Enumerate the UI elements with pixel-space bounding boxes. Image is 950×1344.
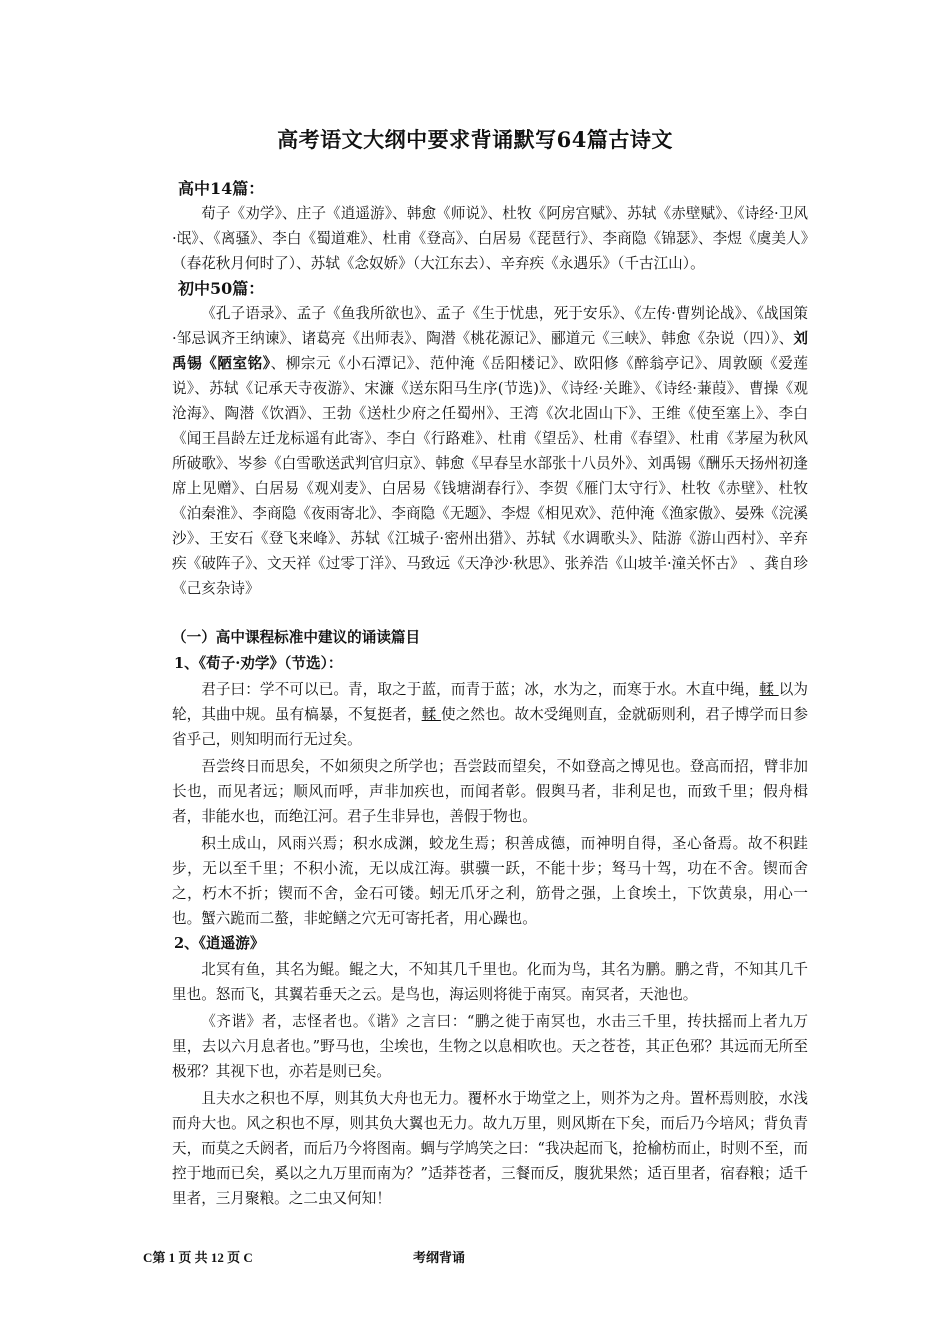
item2-heading: 2、《逍遥游》: [174, 935, 265, 952]
item1-p1-part-c: 使之然也。故木受绳则直，金就砺则利，君子博学而日参省乎己，则知明而行无过矣。: [172, 706, 808, 748]
page-title: 高考语文大纲中要求背诵默写64篇古诗文: [277, 127, 673, 152]
footer-label: 考纲背诵: [413, 1250, 466, 1265]
junior-heading: 初中50篇：: [178, 279, 265, 298]
item2-paragraph-2: 《齐谐》者，志怪者也。《谐》之言曰：“鹏之徙于南冥也，水击三千里，抟扶摇而上者九万里，去以六月息者也。”野马也，尘埃也，生物之以息相吹也。天之苍苍，其正色邪？其远而无所至极邪？其视下也，亦若是则已矣。: [172, 1013, 808, 1080]
item1-p1-part-a: 君子曰：学不可以已。青，取之于蓝，而青于蓝；冰，水为之，而寒于水。木直中绳，: [201, 681, 760, 698]
document-body: [172, 176, 808, 1211]
item2-paragraph-3: 且夫水之积也不厚，则其负大舟也无力。覆杯水于坳堂之上，则芥为之舟。置杯焉则胶，水浅而舟大也。风之积也不厚，则其负大翼也无力。故九万里，则风斯在下矣，而后乃今培风；背负青天，而莫之夭阏者，而后乃今将图南。蜩与学鸠笑之曰：“我决起而飞，抢榆枋而止，时则不至，而控于地而已矣，奚以之九万里而南为？”适莽苍者，三餐而反，腹犹果然；适百里者，宿舂粮；适千里者，三月聚粮。之二虫又何知！: [172, 1090, 808, 1207]
page-footer: [143, 1247, 465, 1266]
senior-list: 荀子《劝学》、庄子《逍遥游》、韩愈《师说》、杜牧《阿房宫赋》、苏轼《赤壁赋》、《诗经·卫风·氓》、《离骚》、李白《蜀道难》、杜甫《登高》、白居易《琵琶行》、李商隐《锦瑟》、李煜《虞美人》（春花秋月何时了）、苏轼《念奴娇》（大江东去）、辛弃疾《永遇乐》（千古江山）。: [172, 205, 808, 272]
item1-heading: 1、《荀子·劝学》（节选）：: [174, 655, 343, 672]
junior-list-highlight: 刘禹锡《陋室铭》: [172, 330, 808, 372]
item1-paragraph-1: [172, 677, 808, 752]
senior-heading: 高中14篇：: [178, 179, 265, 198]
footer-page-number: C第 1 页 共 12 页 C: [143, 1250, 253, 1265]
section1-heading: （一）高中课程标准中建议的诵读篇目: [172, 629, 421, 646]
junior-list-part-a: 《孔子语录》、孟子《鱼我所欲也》、孟子《生于忧患，死于安乐》、《左传·曹刿论战》、《战国策·邹忌讽齐王纳谏》、诸葛亮《出师表》、陶潜《桃花源记》、郦道元《三峡》、韩愈《杂说（四）》、: [172, 305, 808, 347]
item1-paragraph-2: 吾尝终日而思矣，不如须臾之所学也；吾尝跂而望矣，不如登高之博见也。登高而招，臂非加长也，而见者远；顺风而呼，声非加疾也，而闻者彰。假舆马者，非利足也，而致千里；假舟楫者，非能水也，而绝江河。君子生非异也，善假于物也。: [172, 758, 808, 825]
item1-p1-underlined-1: 輮: [759, 681, 779, 698]
junior-list-part-b: 、柳宗元《小石潭记》、范仲淹《岳阳楼记》、欧阳修《醉翁亭记》、周敦颐《爱莲说》、苏轼《记承天寺夜游》、宋濂《送东阳马生序(节选)》、《诗经·关雎》、《诗经·蒹葭》、曹操《观沧海》、陶潜《饮酒》、王勃《送杜少府之任蜀州》、王湾《次北固山下》、王维《使至塞上》、李白《闻王昌龄左迁龙标遥有此寄》、李白《行路难》、杜甫《望岳》、杜甫《春望》、杜甫《茅屋为秋风所破歌》、岑参《白雪歌送武判官归京》、韩愈《早春呈水部张十八员外》、刘禹锡《酬乐天扬州初逢席上见赠》、白居易《观刈麦》、白居易《钱塘湖春行》、李贺《雁门太守行》、杜牧《赤壁》、杜牧《泊秦淮》、李商隐《夜雨寄北》、李商隐《无题》、李煜《相见欢》、范仲淹《渔家傲》、晏殊《浣溪沙》、王安石《登飞来峰》、苏轼《江城子·密州出猎》、苏轼《水调歌头》、陆游《游山西村》、辛弃疾《破阵子》、文天祥《过零丁洋》、马致远《天净沙·秋思》、张养浩《山坡羊·潼关怀古》 、龚自珍《己亥杂诗》: [172, 355, 809, 597]
junior-list: [172, 301, 808, 601]
item1-paragraph-3: 积土成山，风雨兴焉；积水成渊，蛟龙生焉；积善成德，而神明自得，圣心备焉。故不积跬步，无以至千里；不积小流，无以成江海。骐骥一跃，不能十步；驽马十驾，功在不舍。锲而舍之，朽木不折；锲而不舍，金石可镂。蚓无爪牙之利，筋骨之强，上食埃土，下饮黄泉，用心一也。蟹六跪而二螯，非蛇鳝之穴无可寄托者，用心躁也。: [172, 835, 808, 927]
item1-p1-part-b: 以为轮，其曲中规。虽有槁暴，不复挺者，: [172, 681, 808, 723]
item2-paragraph-1: 北冥有鱼，其名为鲲。鲲之大，不知其几千里也。化而为鸟，其名为鹏。鹏之背，不知其几千里也。怒而飞，其翼若垂天之云。是鸟也，海运则将徙于南冥。南冥者，天池也。: [172, 961, 808, 1003]
item1-p1-underlined-2: 輮: [421, 706, 442, 723]
